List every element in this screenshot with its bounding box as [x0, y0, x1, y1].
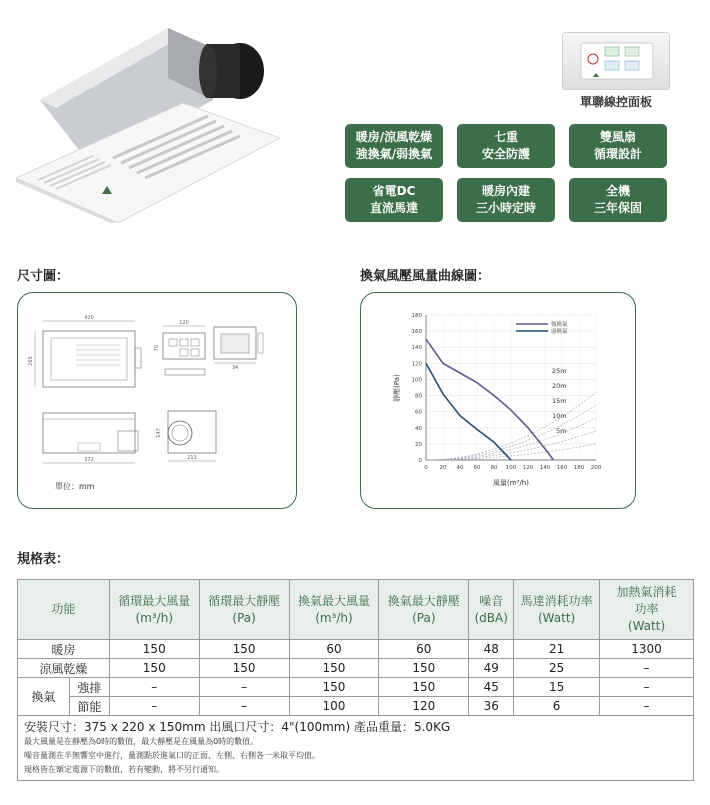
- x-tick-label: 180: [573, 465, 585, 471]
- dim-width-top: 420: [84, 315, 94, 321]
- th-circ-flow: 循環最大風量 (m³/h): [109, 580, 199, 640]
- dim-height-side: 265: [28, 356, 34, 366]
- curve-chart: [361, 293, 634, 507]
- x-tick-label: 200: [590, 465, 602, 471]
- y-tick-label: 180: [411, 313, 422, 319]
- y-tick-label: 0: [418, 458, 422, 464]
- duct-label: 10m: [552, 412, 567, 420]
- table-row: 暖房 150 150 60 60 48 21 1300: [18, 640, 694, 659]
- y-tick-label: 20: [415, 441, 422, 448]
- spec-note-main: 安裝尺寸：375 x 220 x 150mm 出風口尺寸：4"(100mm) 產品重量：5.0KG: [24, 720, 451, 734]
- th-exh-flow: 換氣最大風量 (m³/h): [289, 580, 379, 640]
- dimension-title: 尺寸圖：: [17, 269, 70, 284]
- dimension-frame: [17, 292, 297, 509]
- dim-panel-width: 120: [179, 320, 189, 326]
- feature-badge-safety: 七重 安全防護: [457, 124, 555, 168]
- series-line: [426, 339, 554, 460]
- x-tick-label: 140: [539, 465, 551, 471]
- legend-label: 強換氣: [551, 322, 568, 328]
- x-tick-label: 80: [490, 465, 498, 471]
- y-tick-label: 120: [411, 361, 422, 368]
- y-tick-label: 60: [415, 409, 422, 416]
- duct-label: 15m: [552, 397, 567, 405]
- dimension-drawing: [18, 293, 295, 507]
- x-tick-label: 120: [522, 465, 534, 471]
- exhaust-group-label: 換氣: [18, 678, 70, 716]
- y-tick-label: 80: [415, 393, 422, 400]
- spec-header-row: [18, 580, 694, 640]
- dim-panel-height: 70: [154, 344, 160, 352]
- table-row: 換氣 強排 – – 150 150 45 15 –: [18, 678, 694, 697]
- spec-note-1: 最大風量是在靜壓為0時的數值，最大靜壓是在風量為0時的數值。: [24, 737, 259, 746]
- x-axis-label: 風量(m³/h): [493, 479, 529, 487]
- duct-label: 20m: [552, 382, 567, 390]
- control-panel-image: [562, 32, 670, 90]
- x-tick-label: 20: [439, 465, 447, 471]
- unit-label: 單位：mm: [55, 482, 95, 491]
- feature-badge-timer: 暖房內建 三小時定時: [457, 178, 555, 222]
- control-panel-caption: 單聯線控面板: [579, 95, 652, 109]
- spec-title: 規格表：: [17, 552, 70, 567]
- spec-note-2: 噪音量測在半無響室中進行，量測點於進氣口的正面、左側、右側各一米取平均值。: [24, 751, 320, 760]
- feature-badge-modes: 暖房/涼風乾燥 強換氣/弱換氣: [345, 124, 443, 168]
- y-tick-label: 40: [415, 425, 422, 432]
- spec-table: [17, 579, 694, 781]
- spec-notes-row: [18, 716, 694, 781]
- dim-bottom-width-2: 213: [187, 455, 197, 461]
- x-tick-label: 60: [473, 465, 481, 471]
- th-motor: 馬達消耗功率 (Watt): [514, 580, 600, 640]
- th-heater: 加熱氣消耗 功率 (Watt): [600, 580, 694, 640]
- duct-label: 25m: [552, 367, 567, 375]
- product-image: [8, 8, 308, 223]
- x-tick-label: 40: [456, 465, 464, 471]
- feature-badge-warranty: 全機 三年保固: [569, 178, 667, 222]
- x-tick-label: 100: [505, 465, 517, 471]
- table-row: 涼風乾燥 150 150 150 150 49 25 –: [18, 659, 694, 678]
- dim-depth: 34: [231, 365, 239, 371]
- legend-label: 弱換氣: [551, 329, 568, 335]
- feature-badge-dual-fan: 雙風扇 循環設計: [569, 124, 667, 168]
- spec-note-3: 規格皆在額定電源下的數值，若有變動，將不另行通知。: [24, 765, 224, 774]
- th-function: 功能: [18, 580, 110, 640]
- th-exh-press: 換氣最大靜壓 (Pa): [379, 580, 469, 640]
- curve-title: 換氣風壓風量曲線圖：: [360, 269, 491, 284]
- x-tick-label: 160: [556, 465, 568, 471]
- feature-badge-dc-motor: 省電DC 直流馬達: [345, 178, 443, 222]
- dim-side-height: 147: [156, 428, 162, 438]
- table-row: 節能 – – 100 120 36 6 –: [18, 697, 694, 716]
- th-circ-press: 循環最大靜壓 (Pa): [199, 580, 289, 640]
- y-tick-label: 100: [411, 377, 422, 384]
- y-tick-label: 140: [411, 345, 422, 352]
- duct-label: 5m: [556, 427, 567, 435]
- th-noise: 噪音 (dBA): [469, 580, 514, 640]
- y-axis-label: 靜壓(Pa): [393, 374, 401, 402]
- curve-frame: [360, 292, 636, 509]
- x-tick-label: 0: [424, 465, 428, 471]
- y-tick-label: 160: [411, 329, 422, 336]
- dim-bottom-width: 372: [84, 457, 94, 463]
